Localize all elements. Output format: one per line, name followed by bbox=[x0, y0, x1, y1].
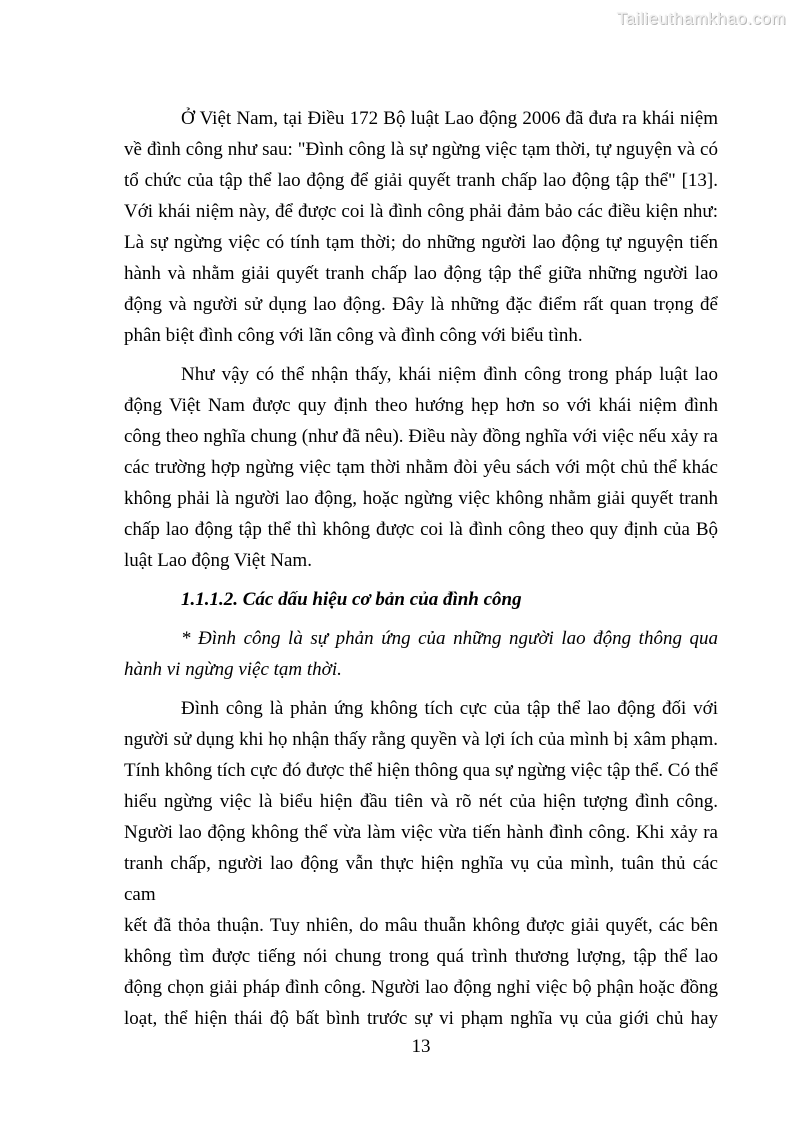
text-line: động chọn giải pháp đình công. Người lao động nghỉ việc bộ phận hoặc đồng bbox=[124, 977, 718, 998]
paragraph bbox=[124, 103, 718, 351]
text-line: tổ chức của tập thể lao động để giải quyết tranh chấp lao động tập thể" [13]. bbox=[124, 170, 718, 191]
text-line: Với khái niệm này, để được coi là đình công phải đảm bảo các điều kiện như: bbox=[124, 201, 718, 222]
paragraph bbox=[124, 359, 718, 576]
text-line: các trường hợp ngừng việc tạm thời nhằm đòi yêu sách với một chủ thể khác bbox=[124, 457, 718, 478]
text-line: hiểu ngừng việc là biểu hiện đầu tiên và rõ nét của hiện tượng đình công. bbox=[124, 791, 718, 812]
document-body bbox=[124, 103, 718, 1042]
text-line: không phải là người lao động, hoặc ngừng việc không nhằm giải quyết tranh bbox=[124, 488, 718, 509]
text-line: Người lao động không thể vừa làm việc vừa tiến hành đình công. Khi xảy ra bbox=[124, 822, 718, 843]
text-line: không tìm được tiếng nói chung trong quá trình thương lượng, tập thể lao bbox=[124, 946, 718, 967]
watermark-text: Tailieuthamkhao.com bbox=[616, 9, 786, 28]
text-line: phân biệt đình công với lãn công và đình công với biểu tình. bbox=[124, 325, 583, 346]
text-line: loạt, thể hiện thái độ bất bình trước sự vi phạm nghĩa vụ của giới chủ hay bbox=[124, 1008, 718, 1029]
text-line: Ở Việt Nam, tại Điều 172 Bộ luật Lao động 2006 đã đưa ra khái niệm bbox=[181, 108, 718, 129]
text-line: chấp lao động tập thể thì không được coi là đình công theo quy định của Bộ bbox=[124, 519, 718, 540]
text-line: Đình công là phản ứng không tích cực của tập thể lao động đối với bbox=[181, 698, 718, 719]
text-line: động và người sử dụng lao động. Đây là những đặc điểm rất quan trọng để bbox=[124, 294, 718, 315]
text-line: 1.1.1.2. Các dấu hiệu cơ bản của đình công bbox=[181, 589, 522, 610]
text-line: hành vi ngừng việc tạm thời. bbox=[124, 659, 342, 680]
text-line: Là sự ngừng việc có tính tạm thời; do những người lao động tự nguyện tiến bbox=[124, 232, 718, 253]
text-line: kết đã thỏa thuận. Tuy nhiên, do mâu thuẫn không được giải quyết, các bên bbox=[124, 915, 718, 936]
text-line: luật Lao động Việt Nam. bbox=[124, 550, 312, 571]
text-line: người sử dụng khi họ nhận thấy rằng quyền và lợi ích của mình bị xâm phạm. bbox=[124, 729, 718, 750]
text-line: động Việt Nam được quy định theo hướng hẹp hơn so với khái niệm đình bbox=[124, 395, 718, 416]
text-line: * Đình công là sự phản ứng của những người lao động thông qua bbox=[181, 628, 718, 649]
text-line: Tính không tích cực đó được thể hiện thông qua sự ngừng việc tập thể. Có thể bbox=[124, 760, 718, 781]
paragraph bbox=[124, 623, 718, 685]
text-line: công theo nghĩa chung (như đã nêu). Điều này đồng nghĩa với việc nếu xảy ra bbox=[124, 426, 718, 447]
paragraph bbox=[124, 693, 718, 1034]
page-number: 13 bbox=[411, 1036, 431, 1057]
text-line: hành và nhằm giải quyết tranh chấp lao động tập thể giữa những người lao bbox=[124, 263, 718, 284]
text-line: Như vậy có thể nhận thấy, khái niệm đình công trong pháp luật lao bbox=[181, 364, 718, 385]
text-line: tranh chấp, người lao động vẫn thực hiện nghĩa vụ của mình, tuân thủ các cam bbox=[124, 853, 718, 905]
text-line: về đình công như sau: "Đình công là sự ngừng việc tạm thời, tự nguyện và có bbox=[124, 139, 718, 160]
section-heading bbox=[124, 584, 718, 615]
